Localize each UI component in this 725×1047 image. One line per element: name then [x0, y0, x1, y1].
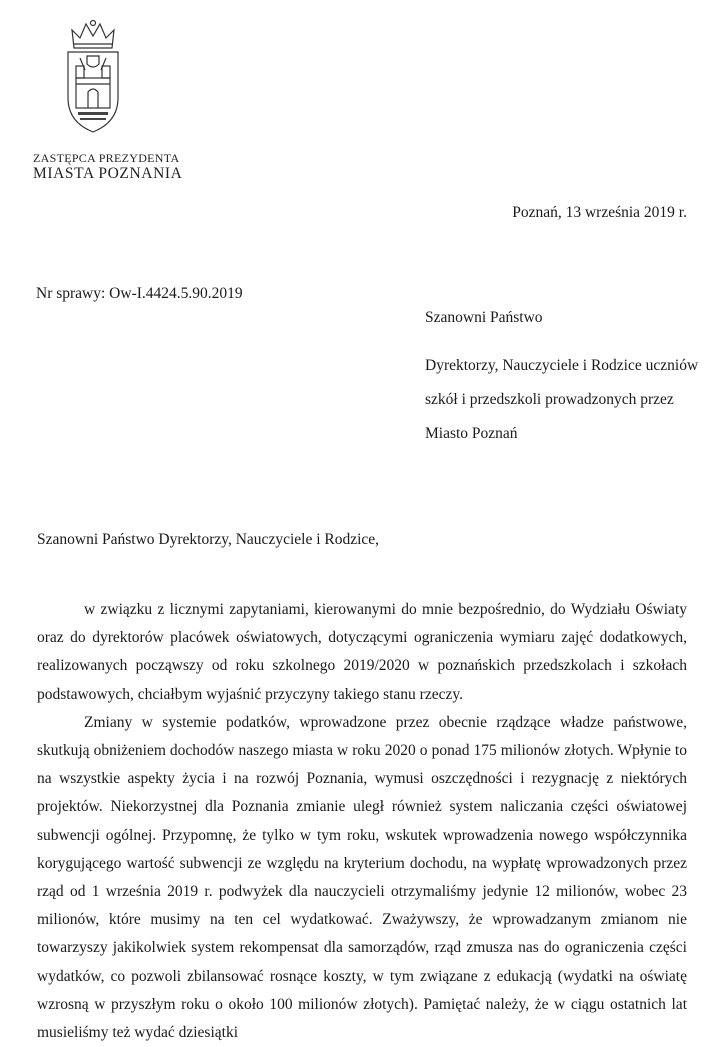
case-number: Nr sprawy: Ow-I.4424.5.90.2019 [36, 285, 243, 302]
addressee-line-4: Miasto Poznań [425, 425, 518, 442]
letter-date: Poznań, 13 września 2019 r. [512, 204, 687, 221]
addressee-line-3: szkół i przedszkoli prowadzonych przez [425, 391, 674, 408]
issuer-block [33, 151, 182, 183]
letter-body [37, 596, 687, 1047]
city-coat-of-arms-logo [60, 18, 126, 136]
salutation: Szanowni Państwo Dyrektorzy, Nauczyciele i Rodzice, [37, 531, 380, 548]
addressee-line-2: Dyrektorzy, Nauczyciele i Rodzice uczniów [425, 357, 699, 374]
issuer-city: MIASTA POZNANIA [33, 165, 183, 182]
addressee-line-1: Szanowni Państwo [425, 309, 543, 326]
paragraph-1: w związku z licznymi zapytaniami, kierowanymi do mnie bezpośrednio, do Wydziału Oświaty oraz do dyrektorów placówek oświatowych, dotyczącymi ograniczenia wymiaru zajęć dodatkowych, realizowanych począwszy od roku szkolnego 2019/2020 w poznańskich przedszkolach i szkołach podstawowych, chciałbym wyjaśnić przyczyny takiego stanu rzeczy. [37, 601, 687, 703]
issuer-title: ZASTĘPCA PREZYDENTA [33, 151, 180, 165]
paragraph-2: Zmiany w systemie podatków, wprowadzone przez obecnie rządzące władze państwowe, skutkują obniżeniem dochodów naszego miasta w roku 2020 o ponad 175 milionów złotych. Wpłynie to na wszystkie aspekty życia i na rozwój Poznania, wymusi oszczędności i rezygnację z niektórych projektów. Niekorzystnej dla Poznania zmianie uległ również system naliczania części oświatowej subwencji ogólnej. Przypomnę, że tylko w tym roku, wskutek wprowadzenia nowego współczynnika korygującego wartość subwencji ze względu na kryterium dochodu, na wypłatę wprowadzonych przez rząd od 1 września 2019 r. podwyżek dla nauczycieli otrzymaliśmy jedynie 12 milionów, wobec 23 milionów, które musimy na ten cel wydatkować. Zważywszy, że wprowadzanym zmianom nie towarzyszy jakikolwiek system rekompensat dla samorządów, rząd zmusza nas do ograniczenia części wydatków, co pozwoli zbilansować rosnące koszty, w tym związane z edukacją (wydatki na oświatę wzrosną w przyszłym roku o około 100 milionów złotych). Pamiętać należy, że w ciągu ostatnich lat musieliśmy też wydać dziesiątki [37, 713, 687, 1042]
